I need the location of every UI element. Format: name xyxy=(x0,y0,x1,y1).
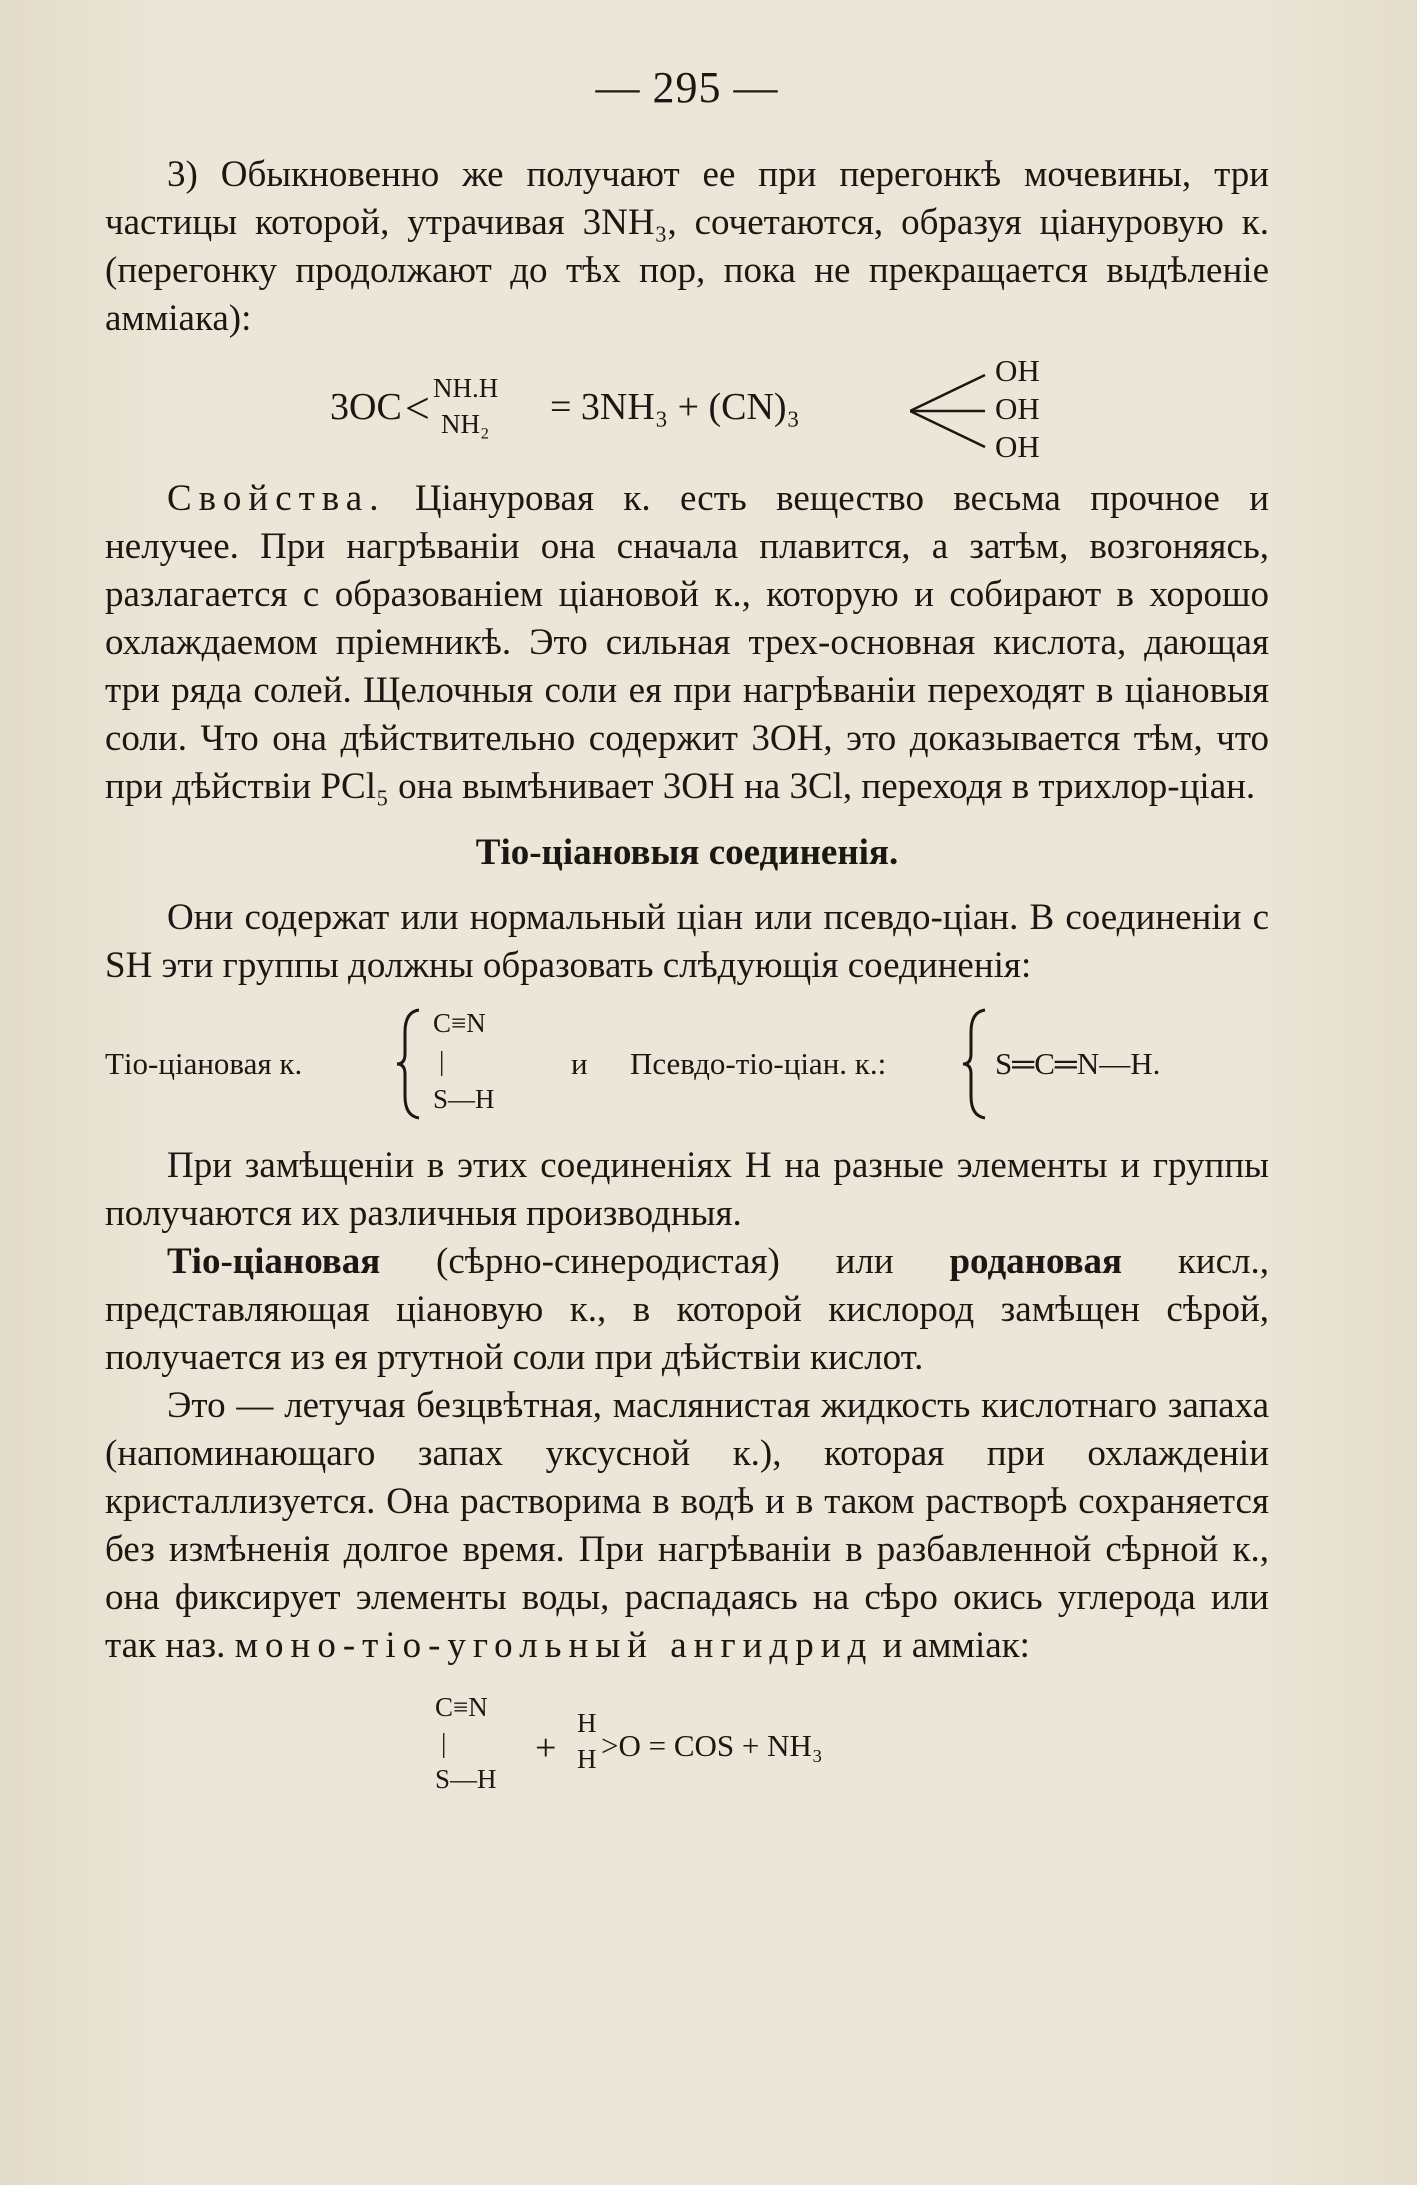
formula-oh-2: OH xyxy=(995,391,1040,426)
formula-lhs-bot: NH₂ xyxy=(441,409,490,439)
formula3-cn-top: C≡N xyxy=(435,1692,488,1722)
paragraph-description xyxy=(105,1382,1269,1670)
brace-left-1 xyxy=(395,1008,425,1120)
paragraph-thiocyanic-intro: Они содержат или нормальный ціан или псевдо-ціан. В соединеніи с SH эти группы должны образовать слѣдующія соединенія: xyxy=(105,897,1269,986)
formula-cyanuric-acid xyxy=(105,347,1269,467)
formula-thiocyanic-structures xyxy=(105,1004,1269,1124)
formula-sh-bot: S—H xyxy=(433,1084,495,1114)
term-thiocyanic: Тіо-ціановая xyxy=(167,1241,381,1282)
description-text: Это — летучая безцвѣтная, маслянистая жидкость кислотнаго запаха (напоминающаго запах уксусной к.), которая при охлажденіи кристаллизуется. Она растворима в водѣ и в таком растворѣ сохраняется без измѣненія долгое время. При нагрѣваніи в разбавленной сѣрной к., она фиксирует элементы воды, распадаясь на сѣро окись углерода или так наз. xyxy=(105,1385,1269,1666)
brace-left-2 xyxy=(961,1008,991,1120)
paragraph-substitution: При замѣщеніи в этих соединеніях H на разные элементы и группы получаются их различныя производныя. xyxy=(105,1145,1269,1234)
section-heading: Тіо-ціановыя соединенія. xyxy=(475,832,899,873)
formula3-rhs: >O = COS + NH₃ xyxy=(601,1728,823,1763)
formula-oh-1: OH xyxy=(995,353,1040,388)
formula-pseudo: S═C═N—H. xyxy=(995,1046,1161,1081)
properties-text: Ціануровая к. есть вещество весьма прочное и нелучее. При нагрѣваніи она сначала плавится, а затѣм, возгоняясь, разлагается с образованіем ціановой к., которую и собирают в хорошо охлаждаемом пріемникѣ. Это сильная трех-основная кислота, дающая три ряда солей. Щелочныя соли ея при нагрѣваніи переходят в ціановыя соли. Что она дѣйствительно содержит 3OH, это доказывается тѣм, что при дѣйствіи PCl₅ она вымѣнивает 3OH на 3Cl, переходя в трихлор-ціан. xyxy=(105,478,1269,807)
description-end: и амміак: xyxy=(873,1625,1030,1666)
formula-lhs-coef: 3OC xyxy=(330,386,402,428)
term-rhodanic: родановая xyxy=(949,1241,1123,1282)
paragraph-properties xyxy=(105,475,1269,811)
formula-eq: = 3NH₃ + (CN)₃ xyxy=(550,386,800,428)
formula-hydrolysis xyxy=(105,1684,1269,1804)
formula3-sh-bot: S—H xyxy=(435,1764,497,1794)
term-monothio: моно-тіо-угольный ангидрид xyxy=(234,1625,874,1666)
formula3-h1: H xyxy=(577,1708,597,1738)
page-number: — 295 — xyxy=(595,63,779,112)
formula-cn-top: C≡N xyxy=(433,1008,486,1038)
paragraph-preparation: 3) Обыкновенно же получают ее при перегонкѣ мочевины, три частицы которой, утрачивая 3NH₃, сочетаются, образуя ціануровую к. (перегонку продолжают до тѣх пор, пока не прекращается выдѣленіе амміака): xyxy=(105,154,1269,339)
thiocyanic-text: кисл., представляющая ціановую к., в которой кислород замѣщен сѣрой, получается из ея ртутной соли при дѣйствіи кислот. xyxy=(105,1241,1269,1378)
formula3-h2: H xyxy=(577,1744,597,1774)
properties-lead: Свойства. xyxy=(167,478,386,519)
formula-branches xyxy=(910,361,990,461)
formula-oh-3: OH xyxy=(995,429,1040,464)
formula-and: и xyxy=(571,1046,588,1081)
formula-label-pseudo: Псевдо-тіо-ціан. к.: xyxy=(630,1046,887,1081)
formula-lhs-top: NH.H xyxy=(433,373,499,403)
formula-label-thiocyanic: Тіо-ціановая к. xyxy=(105,1046,303,1081)
formula-angle: < xyxy=(405,384,430,433)
thiocyanic-middle: (сѣрно-синеродистая) или xyxy=(380,1241,950,1282)
formula3-plus: + xyxy=(535,1727,557,1769)
formula-bond-bar: | xyxy=(439,1046,445,1076)
formula3-bar: | xyxy=(441,1728,447,1758)
paragraph-thiocyanic-acid xyxy=(105,1238,1269,1382)
